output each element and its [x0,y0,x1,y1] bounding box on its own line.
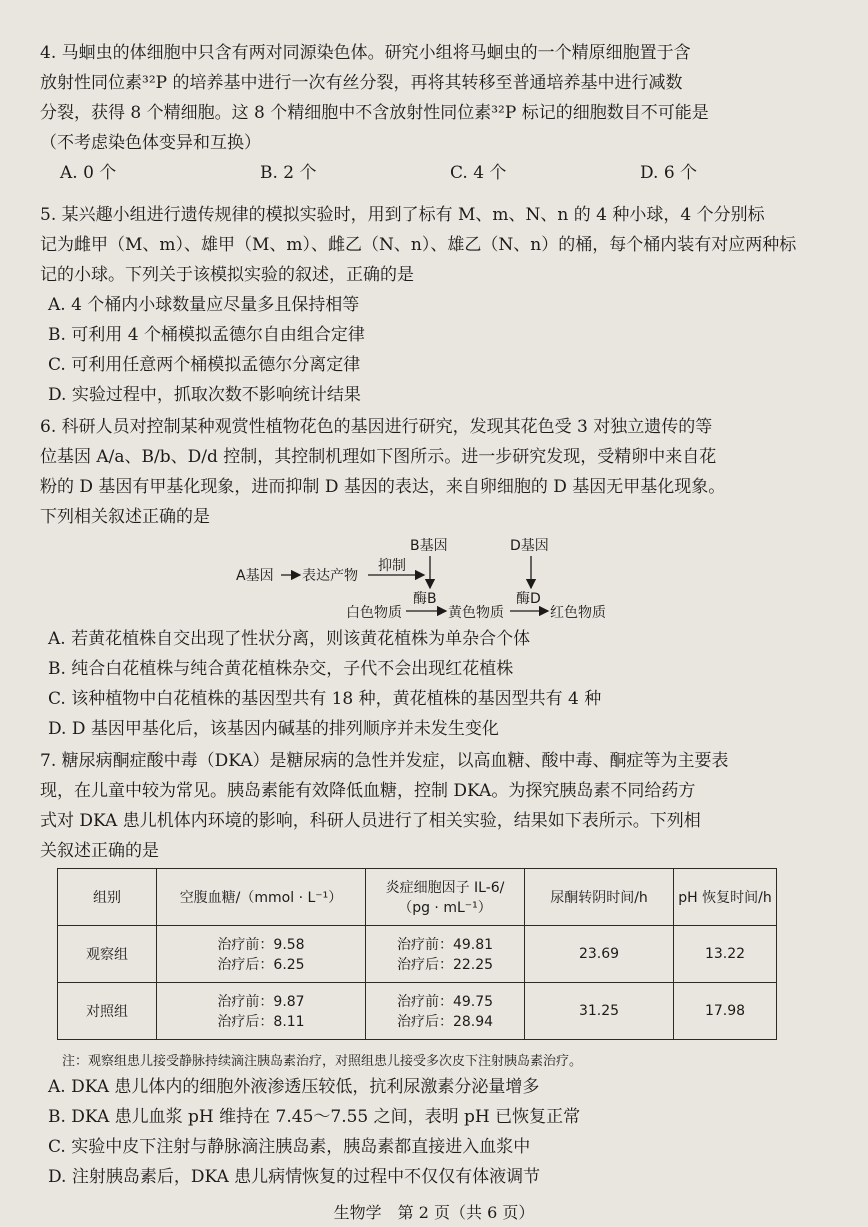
cell-ph: 13.22 [674,926,777,983]
header-glucose: 空腹血糖/（mmol · L⁻¹） [157,869,366,926]
cell-ketone: 23.69 [525,926,674,983]
cell-glucose-before: 治疗前：9.87 [217,994,305,1010]
yellow-substance-label: 黄色物质 [448,605,504,621]
q4-options [40,158,830,188]
q5-option-c: C. 可利用任意两个桶模拟孟德尔分离定律 [48,355,361,375]
q7-option-a: A. DKA 患儿体内的细胞外液渗透压较低，抗利尿激素分泌量增多 [48,1077,540,1097]
q6-option-b: B. 纯合白花植株与纯合黄花植株杂交，子代不会出现红花植株 [48,659,514,679]
q4-line: （不考虑染色体变异和互换） [40,133,261,153]
cell-il6 [366,983,525,1040]
q6-option-d: D. D 基因甲基化后，该基因内碱基的排列顺序并未发生变化 [48,719,499,739]
cell-il6 [366,926,525,983]
header-group: 组别 [58,869,157,926]
q7-option-b: B. DKA 患儿血浆 pH 维持在 7.45～7.55 之间，表明 pH 已恢复正常 [48,1107,581,1127]
q4-option-c: C. 4 个 [450,163,507,183]
cell-ph: 17.98 [674,983,777,1040]
header-il6 [366,869,525,926]
header-ph: pH 恢复时间/h [674,869,777,926]
b-gene-label: B基因 [410,538,448,554]
header-il6-line1: 炎症细胞因子 IL-6/ [385,880,505,896]
enzyme-b-label: 酶B [413,591,437,607]
q4-line: 分裂，获得 8 个精细胞。这 8 个精细胞中不含放射性同位素³²P 标记的细胞数目不可能是 [40,103,709,123]
cell-il6-after: 治疗后：28.94 [396,1014,494,1030]
q7-line: 7. 糖尿病酮症酸中毒（DKA）是糖尿病的急性并发症，以高血糖、酸中毒、酮症等为主要表 [40,751,729,771]
page-footer: 生物学 第 2 页（共 6 页） [333,1203,535,1222]
q6-option-c: C. 该种植物中白花植株的基因型共有 18 种，黄花植株的基因型共有 4 种 [48,689,602,709]
q7-line: 现，在儿童中较为常见。胰岛素能有效降低血糖，控制 DKA。为探究胰岛素不同给药方 [40,781,696,801]
cell-group: 对照组 [58,983,157,1040]
table-header-row [58,869,777,926]
q4-option-d: D. 6 个 [640,163,698,183]
cell-il6-before: 治疗前：49.81 [396,937,494,953]
table-row [58,926,777,983]
cell-ketone: 31.25 [525,983,674,1040]
expression-product-label: 表达产物 [302,568,358,584]
header-il6-line2: （pg · mL⁻¹） [398,900,492,916]
cell-glucose [157,926,366,983]
q7-line: 关叙述正确的是 [40,841,159,861]
table-note: 注：观察组患儿接受静脉持续滴注胰岛素治疗，对照组患儿接受多次皮下注射胰岛素治疗。 [62,1054,583,1069]
q6-line: 下列相关叙述正确的是 [40,507,210,527]
q6-line: 位基因 A/a、B/b、D/d 控制，其控制机理如下图所示。进一步研究发现，受精卵中来自花 [40,447,717,467]
q4-option-a: A. 0 个 [60,163,117,183]
inhibit-label: 抑制 [378,558,406,574]
q4-line: 4. 马蛔虫的体细胞中只含有两对同源染色体。研究小组将马蛔虫的一个精原细胞置于含 [40,43,691,63]
cell-il6-before: 治疗前：49.75 [396,994,494,1010]
cell-il6-after: 治疗后：22.25 [396,957,494,973]
q4-line: 放射性同位素³²P 的培养基中进行一次有丝分裂，再将其转移至普通培养基中进行减数 [40,73,683,93]
d-gene-label: D基因 [510,538,549,554]
q7-line: 式对 DKA 患儿机体内环境的影响，科研人员进行了相关实验，结果如下表所示。下列相 [40,811,701,831]
cell-glucose-after: 治疗后：8.11 [217,1014,305,1030]
a-gene-label: A基因 [236,568,274,584]
enzyme-d-label: 酶D [516,591,541,607]
q5-line: 记为雌甲（M、m）、雄甲（M、m）、雌乙（N、n）、雄乙（N、n）的桶，每个桶内装有对应两种标 [40,235,797,255]
q7-option-c: C. 实验中皮下注射与静脉滴注胰岛素，胰岛素都直接进入血浆中 [48,1137,531,1157]
q5-option-b: B. 可利用 4 个桶模拟孟德尔自由组合定律 [48,325,365,345]
cell-glucose-before: 治疗前：9.58 [217,937,305,953]
question-7 [40,746,830,866]
q5-line: 5. 某兴趣小组进行遗传规律的模拟实验时，用到了标有 M、m、N、n 的 4 种小球，4 个分别标 [40,205,765,225]
cell-glucose [157,983,366,1040]
cell-group: 观察组 [58,926,157,983]
q6-line: 粉的 D 基因有甲基化现象，进而抑制 D 基因的表达，来自卵细胞的 D 基因无甲基化现象。 [40,477,726,497]
question-6-options [40,624,830,744]
results-table [57,868,777,1040]
red-substance-label: 红色物质 [550,605,606,621]
question-7-options [40,1072,830,1192]
q5-option-a: A. 4 个桶内小球数量应尽量多且保持相等 [48,295,360,315]
q5-option-d: D. 实验过程中，抓取次数不影响统计结果 [48,385,361,405]
q4-option-b: B. 2 个 [260,163,317,183]
q7-option-d: D. 注射胰岛素后，DKA 患儿病情恢复的过程中不仅仅有体液调节 [48,1167,541,1187]
table-row [58,983,777,1040]
question-6 [40,412,830,532]
q6-option-a: A. 若黄花植株自交出现了性状分离，则该黄花植株为单杂合个体 [48,629,531,649]
q5-line: 记的小球。下列关于该模拟实验的叙述，正确的是 [40,265,414,285]
white-substance-label: 白色物质 [346,605,402,621]
header-ketone: 尿酮转阴时间/h [525,869,674,926]
q6-line: 6. 科研人员对控制某种观赏性植物花色的基因进行研究，发现其花色受 3 对独立遗传的等 [40,417,713,437]
question-5 [40,200,830,410]
question-4 [40,38,830,188]
cell-glucose-after: 治疗后：6.25 [217,957,305,973]
